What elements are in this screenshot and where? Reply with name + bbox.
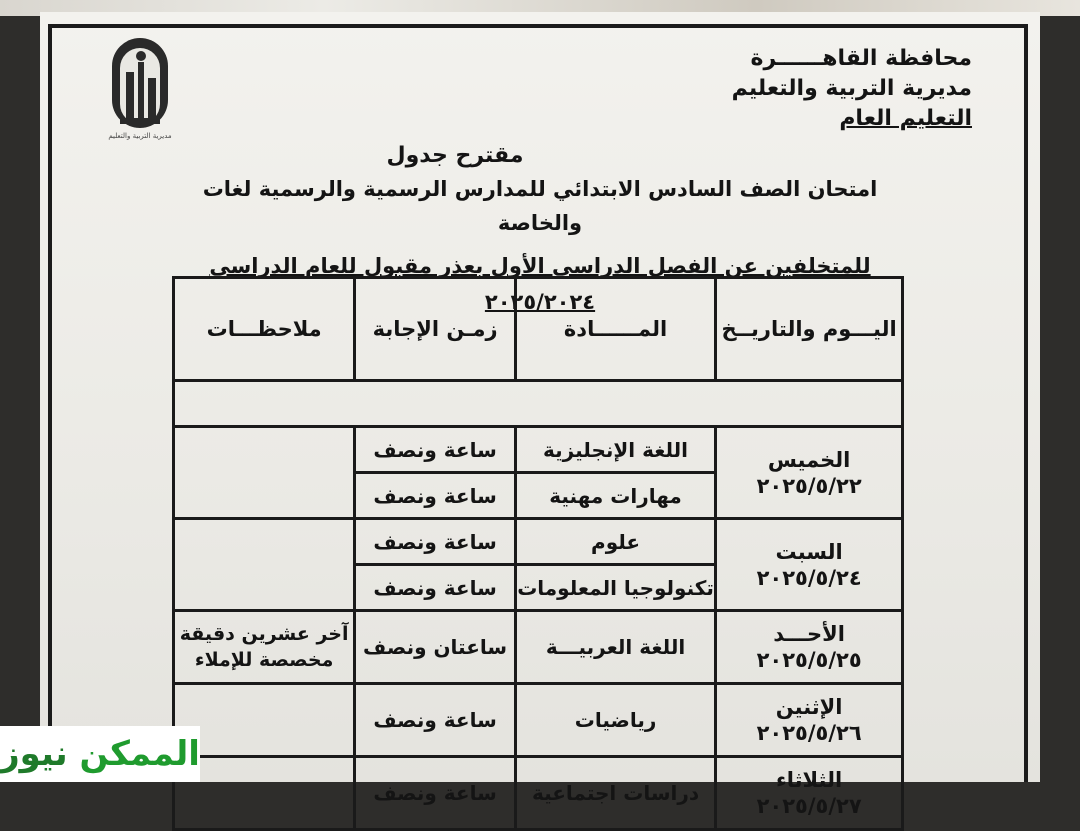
directorate-name: مديرية التربية والتعليم [731,76,972,101]
directorate-logo [98,32,182,160]
duration-cell: ساعتان ونصف [355,611,516,684]
subject-cell: رياضيات [515,684,715,757]
duration-cell: ساعة ونصف [355,684,516,757]
exam-schedule-table [172,276,904,831]
day-date-cell [716,684,903,757]
table-header-row [174,278,903,381]
header-notes: ملاحظـــات [174,278,355,381]
issuer-header [712,44,972,134]
exam-date: ٢٠٢٥/٥/٢٦ [756,721,862,745]
subject-cell: اللغة الإنجليزية [515,427,715,473]
logo-caption: مديرية التربية والتعليم [108,132,172,140]
day-date-cell [716,519,903,611]
day-date-cell [716,757,903,830]
exam-date: ٢٠٢٥/٥/٢٤ [756,565,862,590]
duration-cell: ساعة ونصف [355,757,516,830]
site-watermark [0,726,200,782]
subject-cell: دراسات اجتماعية [515,757,715,830]
notes-cell [174,757,355,830]
department-name: التعليم العام [839,106,972,131]
notes-cell [174,427,355,519]
table-row [174,427,903,473]
title-line-3: للمتخلفين عن الفصل الدراسي الأول بعذر مقبول للعام الدراسي ٢٠٢٥/٢٠٢٤ [209,254,871,314]
notes-cell: آخر عشرين دقيقة مخصصة للإملاء [174,611,355,684]
day-name: الإثنين [775,695,843,719]
row-separator [174,381,903,427]
day-name: الثلاثاء [776,768,843,792]
table-row [174,757,903,830]
notes-cell [174,684,355,757]
subject-cell: اللغة العربيـــة [515,611,715,684]
day-name: السبت [775,539,843,564]
duration-cell: ساعة ونصف [355,427,516,473]
header-day-date: اليـــوم والتاريــخ [716,278,903,381]
exam-date: ٢٠٢٥/٥/٢٧ [756,794,862,818]
governorate-name: محافظة القاهــــــرة [750,46,972,71]
header-duration: زمـن الإجابة [355,278,516,381]
day-date-cell [716,611,903,684]
duration-cell: ساعة ونصف [355,519,516,565]
notes-cell [174,519,355,611]
subject-cell: تكنولوجيا المعلومات [515,565,715,611]
subject-cell: مهارات مهنية [515,473,715,519]
day-name: الخميس [767,447,851,472]
header-subject: المــــــادة [515,278,715,381]
table-row [174,519,903,565]
day-date-cell [716,427,903,519]
watermark-word-1: الممكن [79,734,200,774]
duration-cell: ساعة ونصف [355,473,516,519]
title-line-1: مقترح جدول [386,143,524,168]
duration-cell: ساعة ونصف [355,565,516,611]
watermark-word-2: نيوز [0,734,68,774]
day-name: الأحـــد [773,622,845,646]
subject-cell: علوم [515,519,715,565]
table-row [174,611,903,684]
building-emblem-icon [110,32,170,132]
table-row [174,684,903,757]
title-line-2: امتحان الصف السادس الابتدائي للمدارس الرسمية والرسمية لغات والخاصة [202,177,878,235]
exam-date: ٢٠٢٥/٥/٢٥ [756,648,862,672]
exam-date: ٢٠٢٥/٥/٢٢ [756,473,862,498]
